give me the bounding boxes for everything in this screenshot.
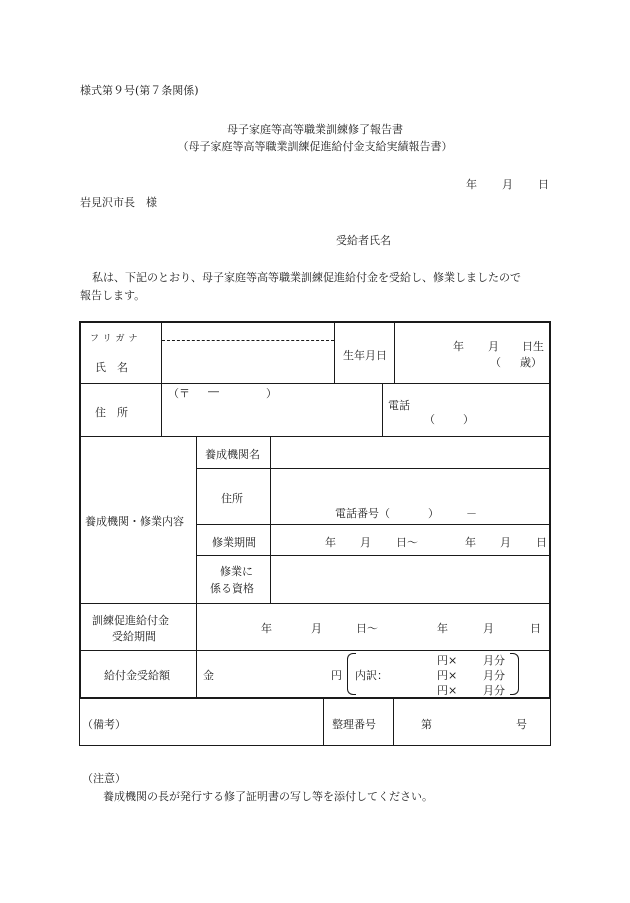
- row-divider: [80, 603, 550, 604]
- remarks-label: （備考）: [82, 718, 126, 731]
- furigana-separator: [162, 340, 334, 341]
- institution-address-input[interactable]: [272, 470, 548, 500]
- benefit-from-month[interactable]: 月: [311, 622, 322, 635]
- institution-address-label: 住所: [221, 492, 243, 505]
- phone-paren-close: ）: [463, 413, 474, 426]
- row-divider: [80, 650, 550, 651]
- period-to-day[interactable]: 日: [536, 536, 547, 549]
- furigana-input[interactable]: [163, 323, 333, 339]
- date-year[interactable]: 年: [466, 178, 477, 191]
- document-title: 母子家庭等高等職業訓練修了報告書: [227, 123, 403, 136]
- address-label: 住 所: [95, 406, 128, 419]
- benefit-period-label-1: 訓練促進給付金: [92, 614, 169, 627]
- breakdown-yen[interactable]: 円×: [437, 684, 458, 697]
- date-month[interactable]: 月: [502, 178, 513, 191]
- institution-phone-dash: －: [466, 507, 477, 520]
- benefit-from-day[interactable]: 日～: [356, 622, 378, 635]
- qualification-input[interactable]: [272, 557, 548, 602]
- col-divider: [393, 698, 394, 746]
- institution-name-label: 養成機関名: [205, 448, 260, 461]
- period-to-month[interactable]: 月: [500, 536, 511, 549]
- phone-label: 電話: [388, 399, 410, 412]
- study-period-label: 修業期間: [212, 536, 256, 549]
- breakdown-yen[interactable]: 円×: [437, 669, 458, 682]
- recipient-name-label: 受給者氏名: [336, 234, 391, 247]
- body-text-line-2: 報告します。: [80, 289, 146, 302]
- birth-month[interactable]: 月: [488, 340, 499, 353]
- postal-close: ）: [266, 387, 277, 400]
- amount-unit: 円: [331, 669, 342, 682]
- birth-date-label: 生年月日: [343, 349, 387, 362]
- col-divider: [334, 322, 335, 383]
- notes-text: 養成機関の長が発行する修了証明書の写し等を添付してください。: [103, 790, 433, 803]
- addressee: 岩見沢市長 様: [80, 196, 157, 209]
- col-divider: [270, 436, 271, 603]
- name-input[interactable]: [163, 342, 333, 382]
- benefit-to-day[interactable]: 日: [530, 622, 541, 635]
- reference-number-label: 整理番号: [332, 718, 376, 731]
- benefit-to-month[interactable]: 月: [483, 622, 494, 635]
- birth-year[interactable]: 年: [453, 340, 464, 353]
- col-divider: [382, 383, 383, 436]
- reference-suffix: 号: [516, 718, 527, 731]
- name-label: 氏 名: [95, 361, 128, 374]
- benefit-from-year[interactable]: 年: [261, 622, 272, 635]
- breakdown-bracket-right: [510, 653, 519, 695]
- row-divider: [196, 468, 550, 469]
- furigana-label: フリガナ: [90, 334, 142, 344]
- period-to-year[interactable]: 年: [465, 536, 476, 549]
- row-divider: [80, 436, 550, 437]
- breakdown-months[interactable]: 月分: [483, 669, 505, 682]
- notes-heading: （注意）: [82, 772, 126, 785]
- qualification-label-2: 係る資格: [210, 582, 254, 595]
- phone-paren-open: （: [424, 413, 435, 426]
- form-number: 様式第９号(第７条関係): [80, 84, 199, 97]
- period-from-day[interactable]: 日～: [396, 536, 418, 549]
- institution-phone-label: 電話番号（: [335, 507, 390, 520]
- breakdown-label: 内訳：: [355, 669, 388, 682]
- reference-number-input[interactable]: [436, 708, 512, 736]
- period-from-year[interactable]: 年: [325, 536, 336, 549]
- amount-prefix: 金: [203, 669, 214, 682]
- amount-label: 給付金受給額: [104, 669, 170, 682]
- training-section-label: 養成機関・修業内容: [85, 515, 184, 528]
- breakdown-yen[interactable]: 円×: [437, 654, 458, 667]
- remarks-input[interactable]: [130, 700, 320, 744]
- period-from-month[interactable]: 月: [360, 536, 371, 549]
- body-text-line-1: 私は、下記のとおり、母子家庭等高等職業訓練促進給付金を受給し、修業しましたので: [92, 271, 521, 284]
- date-day[interactable]: 日: [538, 178, 549, 191]
- reference-prefix: 第: [421, 718, 432, 731]
- age-open: （: [490, 356, 501, 369]
- breakdown-months[interactable]: 月分: [483, 654, 505, 667]
- amount-input[interactable]: [218, 660, 326, 684]
- institution-name-input[interactable]: [272, 438, 548, 467]
- benefit-period-label-2: 受給期間: [112, 630, 156, 643]
- col-divider: [196, 436, 197, 698]
- qualification-label-1: 修業に: [220, 565, 253, 578]
- document-subtitle: （母子家庭等高等職業訓練促進給付金支給実績報告書）: [177, 140, 453, 153]
- breakdown-months[interactable]: 月分: [483, 684, 505, 697]
- row-divider: [196, 524, 550, 525]
- row-divider: [80, 383, 550, 384]
- postal-open: （〒: [168, 387, 190, 400]
- age-unit[interactable]: 歳）: [520, 356, 542, 369]
- postal-dash: ―: [208, 385, 219, 398]
- birth-day[interactable]: 日生: [522, 340, 544, 353]
- address-input[interactable]: [163, 400, 381, 434]
- col-divider: [323, 698, 324, 746]
- institution-phone-close: ）: [428, 507, 439, 520]
- col-divider: [394, 322, 395, 383]
- row-divider: [196, 555, 550, 556]
- benefit-to-year[interactable]: 年: [437, 622, 448, 635]
- phone-input[interactable]: [384, 412, 548, 434]
